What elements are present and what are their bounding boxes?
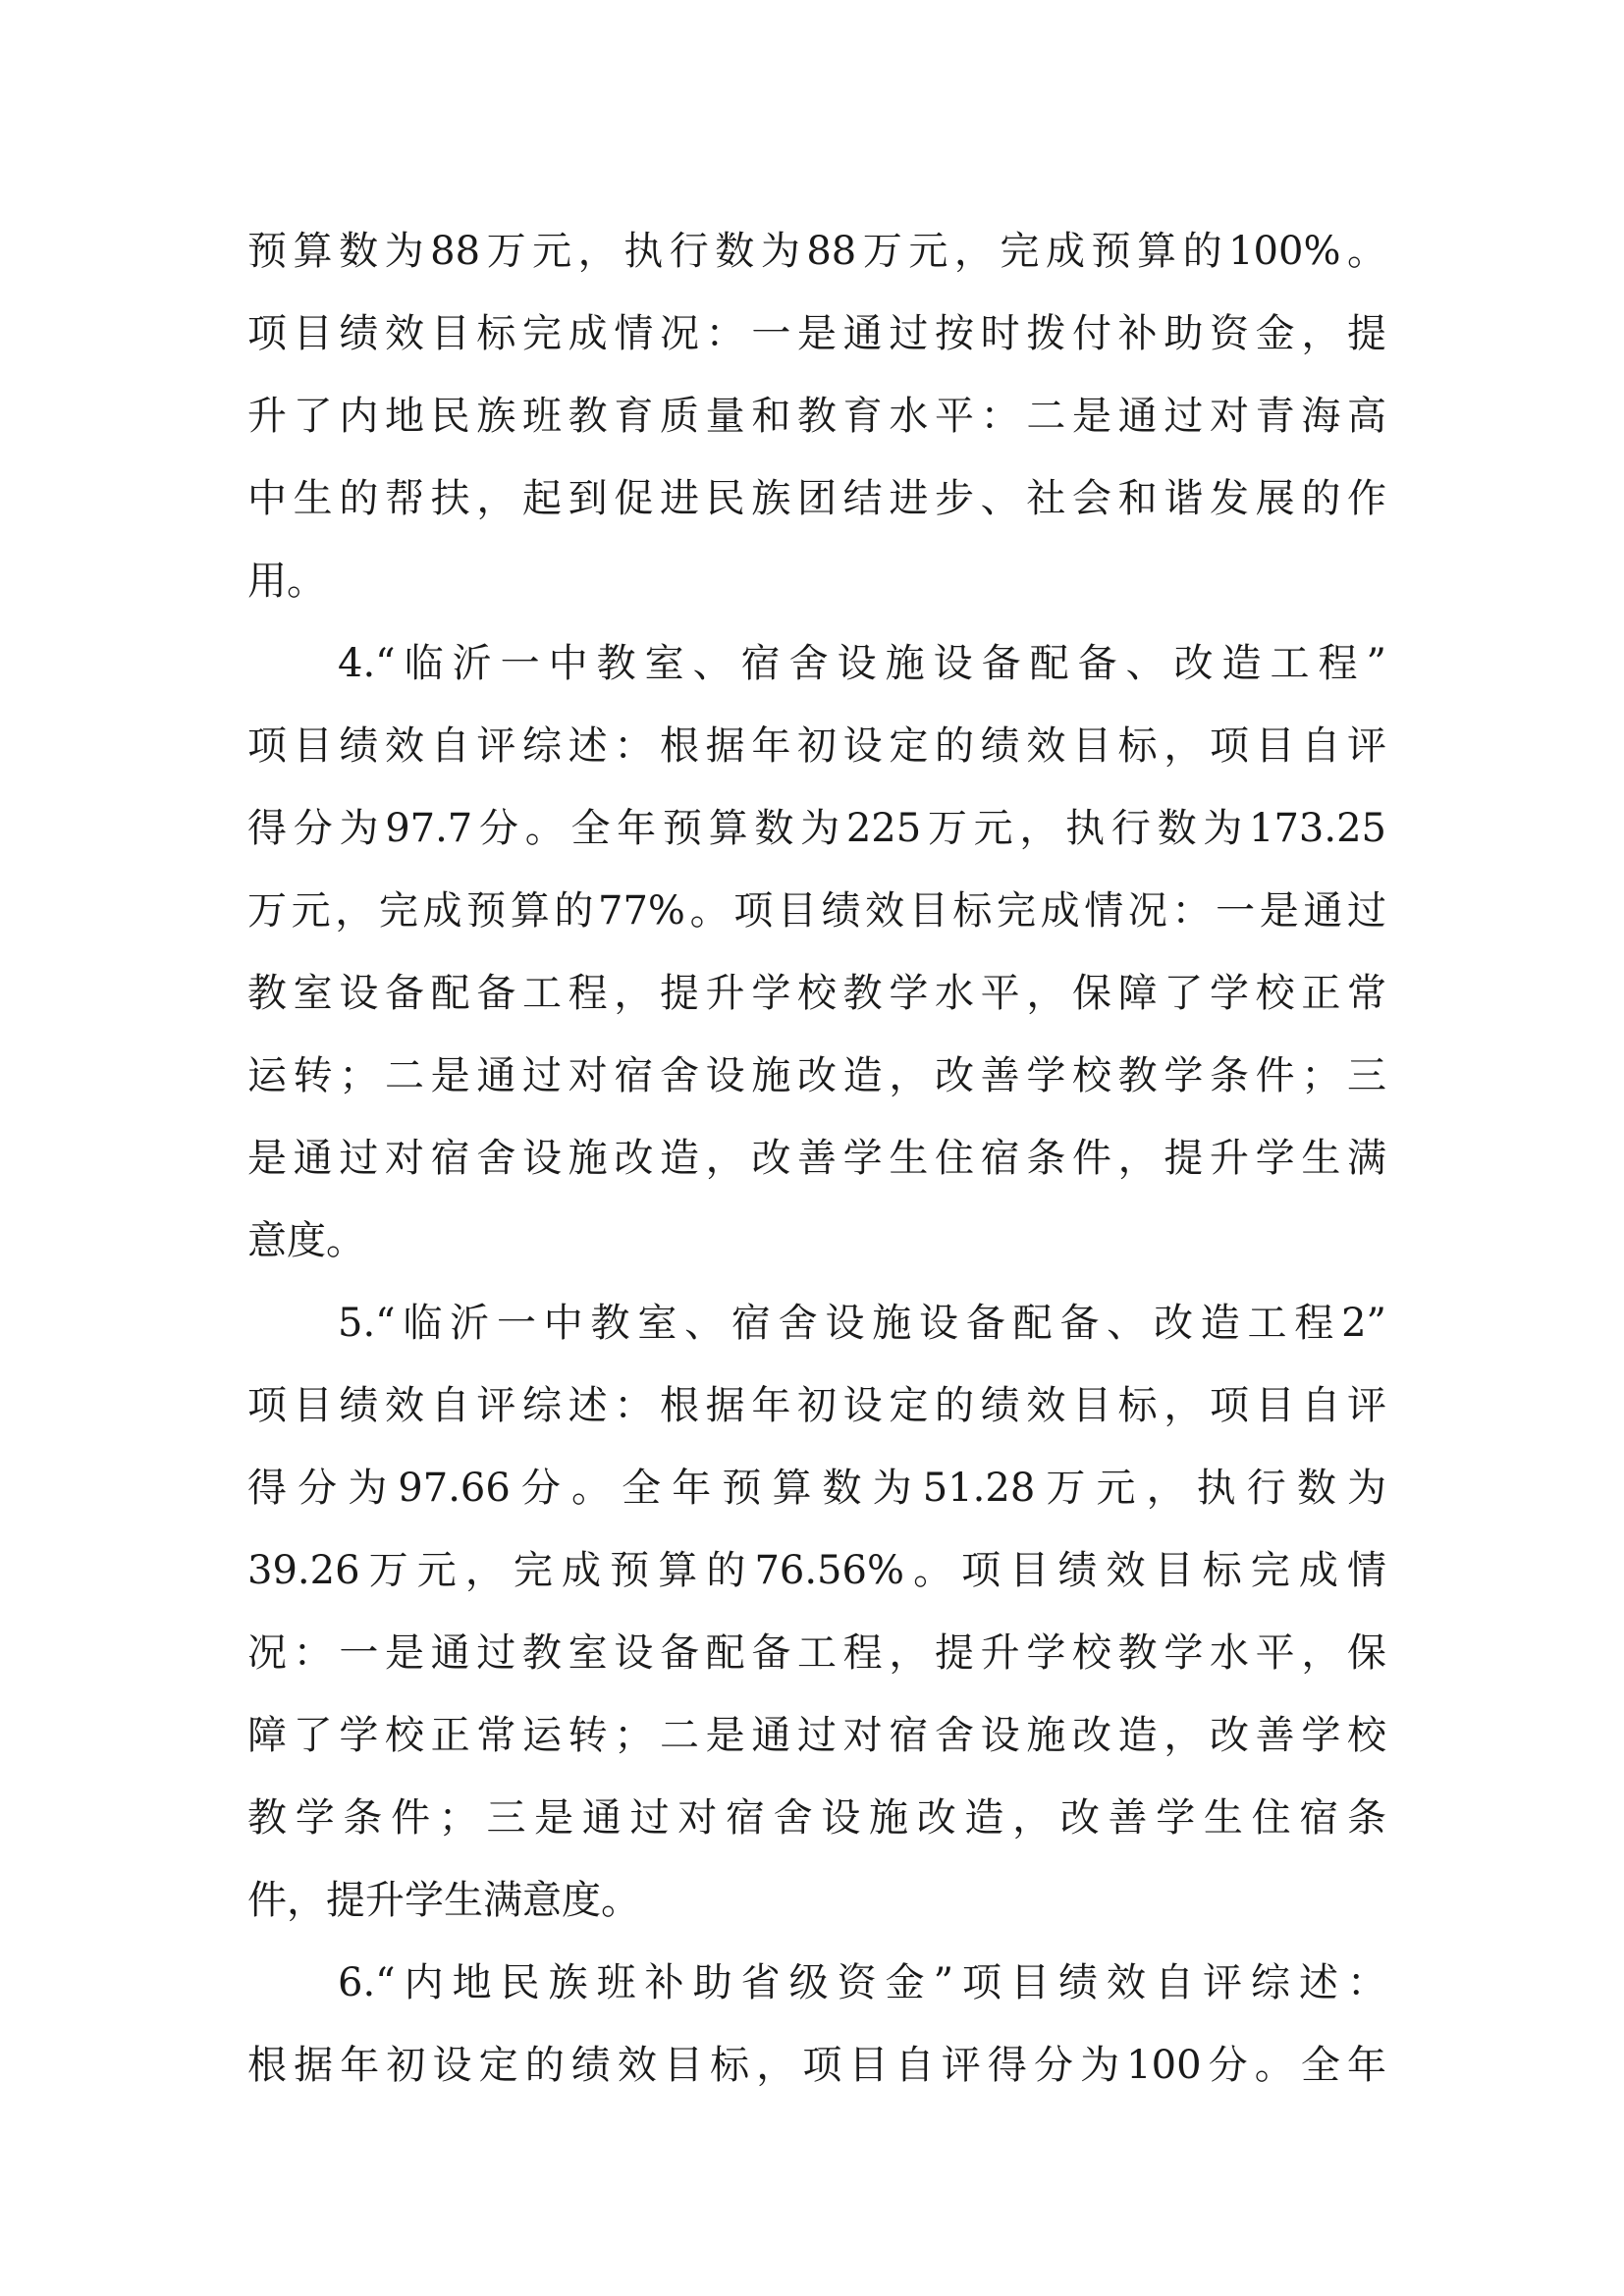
paragraph-line: 中生的帮扶，起到促进民族团结进步、社会和谐发展的作 [247,476,1386,521]
paragraph-line: 运转；二是通过对宿舍设施改造，改善学校教学条件；三 [247,1053,1386,1098]
paragraph-first-line: 6.“内地民族班补助省级资金”项目绩效自评综述： [338,1960,1386,2005]
paragraph-line: 预算数为88万元，执行数为88万元，完成预算的100%。 [247,229,1386,274]
paragraph-line: 教室设备配备工程，提升学校教学水平，保障了学校正常 [247,971,1386,1016]
paragraph-line: 万元，完成预算的77%。项目绩效目标完成情况：一是通过 [247,888,1386,934]
paragraph-line: 障了学校正常运转；二是通过对宿舍设施改造，改善学校 [247,1713,1386,1758]
paragraph-line: 项目绩效自评综述：根据年初设定的绩效目标，项目自评 [247,723,1386,769]
paragraph-first-line: 4.“临沂一中教室、宿舍设施设备配备、改造工程” [338,641,1386,686]
paragraph-line: 件，提升学生满意度。 [247,1878,640,1923]
paragraph-line: 得分为97.66分。全年预算数为51.28万元，执行数为 [247,1466,1386,1511]
paragraph-line: 得分为97.7分。全年预算数为225万元，执行数为173.25 [247,806,1386,851]
paragraph-first-line: 5.“临沂一中教室、宿舍设施设备配备、改造工程2” [338,1301,1386,1346]
paragraph-line: 意度。 [247,1218,365,1263]
paragraph-line: 39.26万元，完成预算的76.56%。项目绩效目标完成情 [247,1548,1386,1593]
paragraph-line: 况：一是通过教室设备配备工程，提升学校教学水平，保 [247,1630,1386,1676]
paragraph-line: 根据年初设定的绩效目标，项目自评得分为100分。全年 [247,2043,1386,2088]
paragraph-line: 升了内地民族班教育质量和教育水平：二是通过对青海高 [247,394,1386,439]
paragraph-line: 是通过对宿舍设施改造，改善学生住宿条件，提升学生满 [247,1136,1386,1181]
paragraph-line: 项目绩效自评综述：根据年初设定的绩效目标，项目自评 [247,1383,1386,1428]
paragraph-line: 项目绩效目标完成情况：一是通过按时拨付补助资金，提 [247,311,1386,356]
document-body [247,210,1386,2107]
paragraph-line: 用。 [247,559,326,604]
paragraph-line: 教学条件；三是通过对宿舍设施改造，改善学生住宿条 [247,1795,1386,1841]
